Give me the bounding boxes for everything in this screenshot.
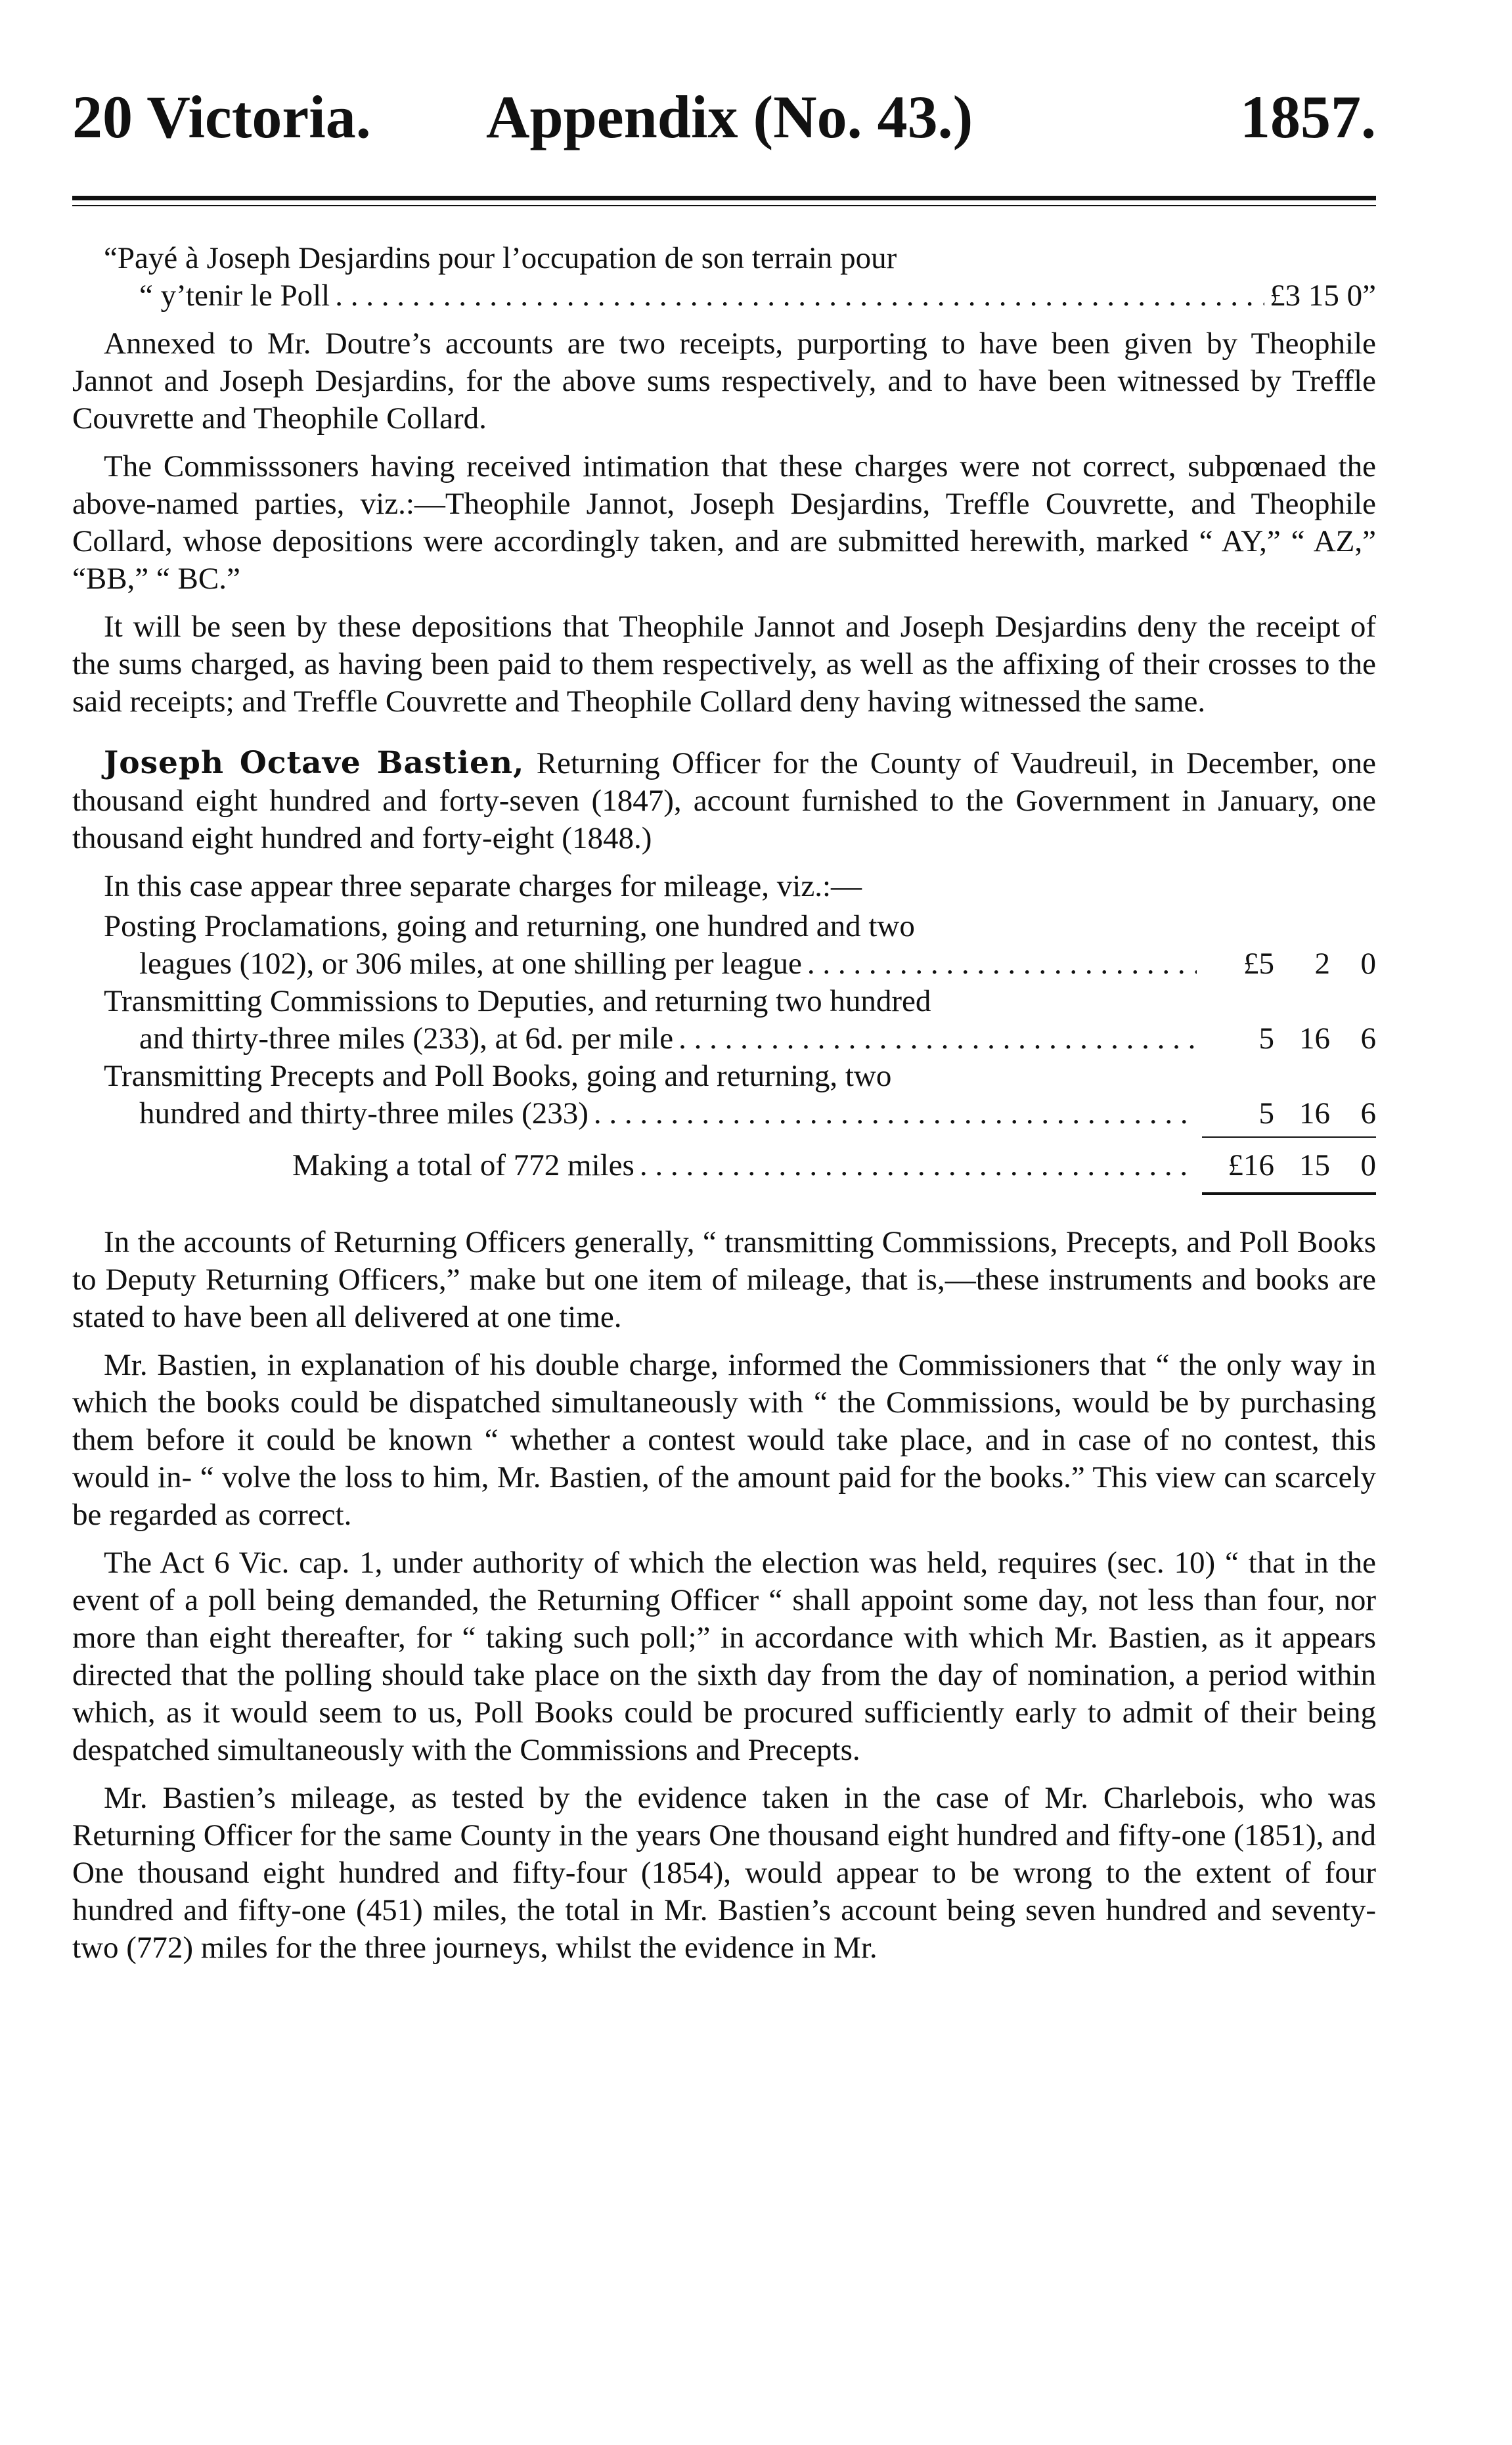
total-row xyxy=(72,1147,1376,1184)
total-underline xyxy=(72,1184,1376,1204)
charge-description-cont: hundred and thirty-three miles (233) xyxy=(139,1096,589,1131)
charge-pounds: 5 xyxy=(1258,1096,1274,1131)
bastien-paragraph xyxy=(72,744,1376,857)
officer-name: Joseph Octave Bastien, xyxy=(104,745,525,781)
quote-line-2-text: “ y’tenir le Poll xyxy=(139,279,330,313)
paragraph: The Commisssoners having received intimation that these charges were not correct, subpœnaed the above-named parties, viz.:—Theophile Jannot, Joseph Desjardins, Treffle Couvrette, and Theophile Collard, whose depositions were accordingly taken, and are submitted herewith, marked “ AY,” “ AZ,” “BB,” “ BC.” xyxy=(72,449,1376,596)
paragraph: Annexed to Mr. Doutre’s accounts are two receipts, purporting to have been given by Theophile Jannot and Joseph Desjardins, for the above sums respectively, and to have been witnessed by Treffle Couvrette and Theophile Collard. xyxy=(72,326,1376,436)
charge-description: Posting Proclamations, going and returning, one hundred and two xyxy=(104,909,915,943)
total-label: Making a total of 772 miles xyxy=(292,1148,634,1182)
paragraph: Mr. Bastien’s mileage, as tested by the evidence taken in the case of Mr. Charlebois, who was Returning Officer for the same County in the years One thousand eight hundred and fifty-one (1851), and One thousand eight hundred and fifty-four (1854), would appear to be wrong to the extent of four hundred and fifty-one (451) miles, the total in Mr. Bastien’s account being seven hundred and seventy-two (772) miles for the three journeys, whilst the evidence in Mr. xyxy=(72,1781,1376,1965)
charge-description-cont: leagues (102), or 306 miles, at one shilling per league xyxy=(139,947,802,981)
header-rule-thin xyxy=(72,205,1376,206)
charge-pence: 0 xyxy=(1360,947,1376,981)
charge-row xyxy=(72,908,1376,983)
total-pounds: £16 xyxy=(1228,1148,1274,1182)
charge-description-cont: and thirty-three miles (233), at 6d. per mile xyxy=(139,1021,674,1056)
header-session: 20 Victoria. xyxy=(72,83,371,150)
page-header xyxy=(72,82,1376,161)
quote-line-2 xyxy=(72,277,1376,315)
charge-shillings: 16 xyxy=(1299,1021,1330,1056)
header-year: 1857. xyxy=(1240,83,1376,150)
mileage-intro: In this case appear three separate charges for mileage, viz.:— xyxy=(104,869,862,903)
charge-row xyxy=(72,983,1376,1058)
quote-amount: £3 15 0” xyxy=(1270,279,1376,313)
paragraph: It will be seen by these depositions that Theophile Jannot and Joseph Desjardins deny the receipt of the sums charged, as having been paid to them respectively, as well as the affixing of their crosses to the said receipts; and Treffle Couvrette and Theophile Collard deny having witnessed the same. xyxy=(72,610,1376,719)
bastien-text: Returning Officer for the County of Vaudreuil, in December, one thousand eight hundred and forty-seven (1847), account furnished to the Government in January, one thousand eight hundred and forty-eight (1848.) xyxy=(72,746,1376,855)
charge-pence: 6 xyxy=(1360,1096,1376,1131)
leader-dots xyxy=(678,1020,1197,1058)
charge-description: Transmitting Commissions to Deputies, and returning two hundred xyxy=(104,984,931,1018)
charge-description: Transmitting Precepts and Poll Books, going and returning, two xyxy=(104,1059,892,1093)
mileage-charges-table xyxy=(72,908,1376,1204)
paragraph: The Act 6 Vic. cap. 1, under authority of which the election was held, requires (sec. 10) “ that in the event of a poll being demanded, the Returning Officer “ shall appoint some day, not less than four, nor more than eight thereafter, for “ taking such poll;” in accordance with which Mr. Bastien, as it appears directed that the polling should take place on the sixth day from the day of nomination, a period within which, as it would seem to us, Poll Books could be procured sufficiently early to admit of their being despatched simultaneously with the Commissions and Precepts. xyxy=(72,1546,1376,1767)
leader-dots xyxy=(335,277,1264,315)
leader-dots xyxy=(807,945,1197,983)
paragraph: In the accounts of Returning Officers generally, “ transmitting Commissions, Precepts, and Poll Books to Deputy Returning Officers,” make but one item of mileage, that is,—these instruments and books are stated to have been all delivered at one time. xyxy=(72,1225,1376,1334)
header-rule-thick xyxy=(72,196,1376,200)
header-appendix: Appendix (No. 43.) xyxy=(486,83,973,150)
charge-row xyxy=(72,1058,1376,1133)
quote-line-1: “Payé à Joseph Desjardins pour l’occupation de son terrain pour xyxy=(104,241,897,275)
total-shillings: 15 xyxy=(1299,1148,1330,1182)
sum-rule xyxy=(72,1133,1376,1142)
charge-pence: 6 xyxy=(1360,1021,1376,1056)
document-body xyxy=(72,240,1376,1977)
document-page xyxy=(72,0,1376,2445)
leader-dots xyxy=(594,1095,1197,1133)
leader-dots xyxy=(640,1147,1197,1184)
charge-shillings: 2 xyxy=(1314,947,1330,981)
charge-pounds: £5 xyxy=(1243,947,1274,981)
total-pence: 0 xyxy=(1360,1148,1376,1182)
charge-pounds: 5 xyxy=(1258,1021,1274,1056)
paragraph: Mr. Bastien, in explanation of his double charge, informed the Commissioners that “ the only way in which the books could be dispatched simultaneously with “ the Commissions, would be by purchasing them before it could be known “ whether a contest would take place, and in case of no contest, this would in- “ volve the loss to him, Mr. Bastien, of the amount paid for the books.” This view can scarcely be regarded as correct. xyxy=(72,1348,1376,1532)
charge-shillings: 16 xyxy=(1299,1096,1330,1131)
